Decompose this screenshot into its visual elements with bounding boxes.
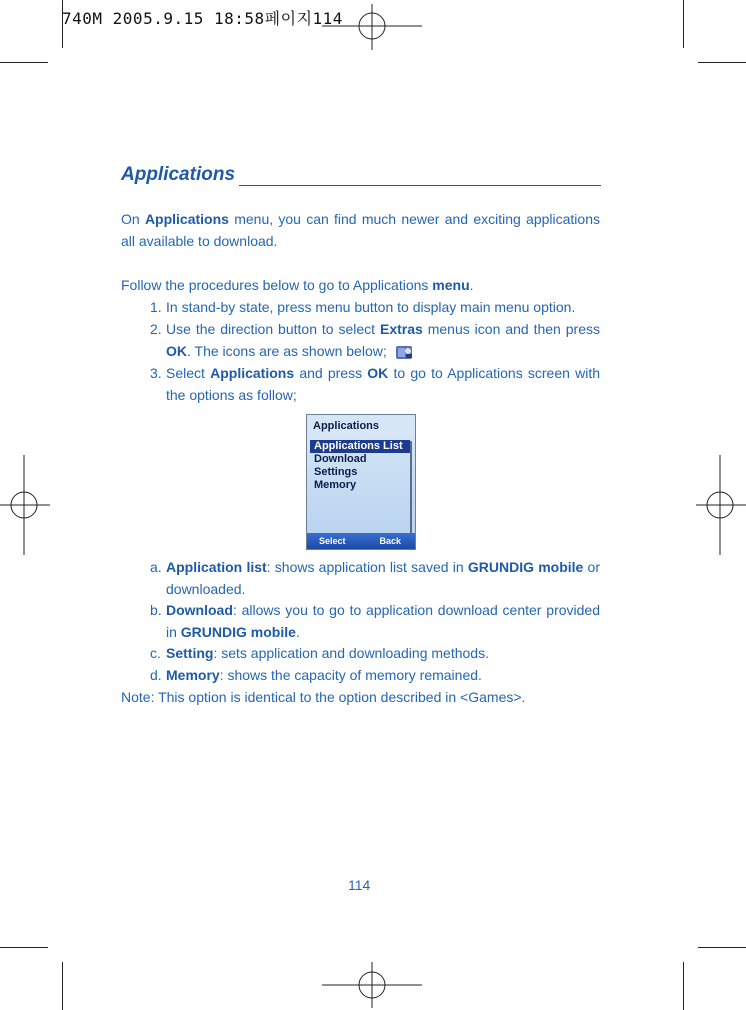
title-rule	[239, 167, 601, 186]
option-d: d. Memory: shows the capacity of memory remained.	[150, 667, 482, 683]
phone-softkey-bar	[307, 533, 415, 549]
step-1: 1. In stand-by state, press menu button to display main menu option.	[150, 299, 576, 315]
procedures-paragraph: Follow the procedures below to go to Applications menu.	[121, 277, 474, 293]
phone-menu-list	[310, 440, 410, 492]
note-text: Note: This option is identical to the option described in <Games>.	[121, 689, 526, 705]
crop-mark	[698, 62, 746, 63]
section-title	[121, 164, 601, 186]
print-stamp: 740M 2005.9.15 18:58페이지114	[62, 9, 343, 28]
phone-menu-item-settings[interactable]: Settings	[314, 466, 358, 478]
crop-mark	[683, 0, 684, 48]
phone-screen-title: Applications	[307, 415, 415, 437]
phone-menu-item-memory[interactable]: Memory	[314, 479, 357, 491]
intro-paragraph: On Applications menu, you can find much newer and exciting applications all available to download.	[121, 211, 600, 249]
crop-mark	[0, 947, 48, 948]
phone-scrollbar	[410, 441, 412, 533]
crop-mark	[62, 962, 63, 1010]
crop-mark	[0, 62, 48, 63]
extras-menu-icon	[395, 343, 415, 361]
phone-menu-item-applications-list[interactable]: Applications List	[310, 440, 410, 453]
option-c: c. Setting: sets application and downloading methods.	[150, 645, 489, 661]
section-title-text: Applications	[121, 164, 236, 185]
phone-screen-applications	[306, 414, 416, 550]
registration-mark-right	[696, 455, 746, 555]
registration-mark-bottom	[322, 962, 422, 1008]
option-b: b. Download: allows you to go to application download center provided in GRUNDIG mobile.	[150, 602, 600, 640]
phone-menu-item-download[interactable]: Download	[314, 453, 367, 465]
softkey-back[interactable]: Back	[379, 536, 401, 546]
step-3: 3. Select Applications and press OK to go to Applications screen with the options as follow;	[150, 365, 600, 403]
crop-mark	[698, 947, 746, 948]
step-2: 2. Use the direction button to select Extras menus icon and then press OK. The icons are as shown below;	[150, 318, 600, 362]
softkey-select[interactable]: Select	[319, 536, 346, 546]
crop-mark	[683, 962, 684, 1010]
page-number: 114	[348, 877, 371, 893]
registration-mark-left	[0, 455, 50, 555]
option-a: a. Application list: shows application list saved in GRUNDIG mobile or downloaded.	[150, 559, 600, 597]
